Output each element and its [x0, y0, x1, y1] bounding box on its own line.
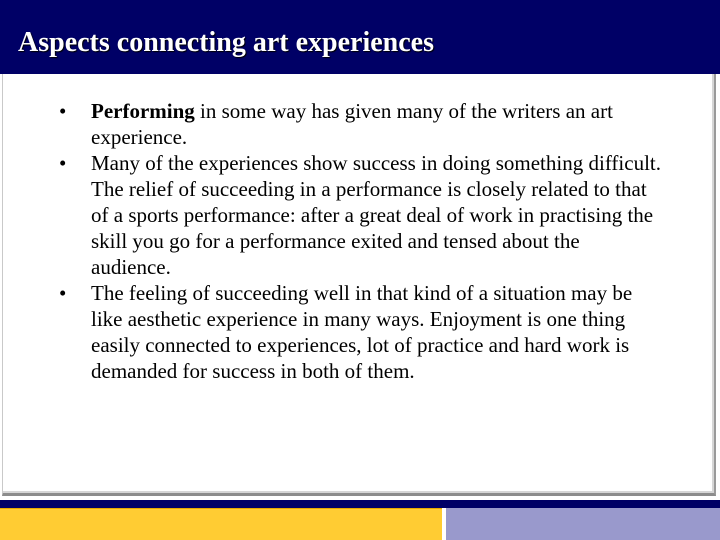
content-panel — [2, 74, 716, 496]
slide-title: Aspects connecting art experiences — [18, 27, 435, 58]
bullet-icon: • — [59, 151, 67, 175]
bullet-item-performing — [59, 98, 663, 150]
bullet-icon: • — [59, 99, 67, 123]
bullet-list — [59, 98, 663, 384]
bullet-body: The feeling of succeeding well in that kind of a situation may be like aesthetic experience in many ways. Enjoyment is one thing easily connected to experiences, lot of practice and hard work is demanded for success in both of them. — [91, 281, 633, 383]
bullet-text — [91, 99, 613, 149]
footer-accent-right — [446, 508, 720, 540]
footer-bar — [0, 500, 720, 540]
footer-accent-left — [0, 508, 442, 540]
bullet-body: in some way has given many of the writers an art experience. — [91, 99, 613, 149]
footer-rule — [0, 500, 720, 508]
title-bar — [0, 0, 720, 74]
bullet-item-feeling — [59, 280, 663, 384]
bullet-text — [91, 151, 661, 279]
bullet-icon: • — [59, 281, 67, 305]
bullet-item-success — [59, 150, 663, 280]
bullet-text — [91, 281, 632, 383]
bullet-bold-lead: Performing — [91, 99, 195, 123]
bullet-body: Many of the experiences show success in doing something difficult. The relief of succeeding in a performance is closely related to that of a sports performance: after a great deal of work in practising the skill you go for a performance exited and tensed about the audience. — [91, 151, 661, 279]
